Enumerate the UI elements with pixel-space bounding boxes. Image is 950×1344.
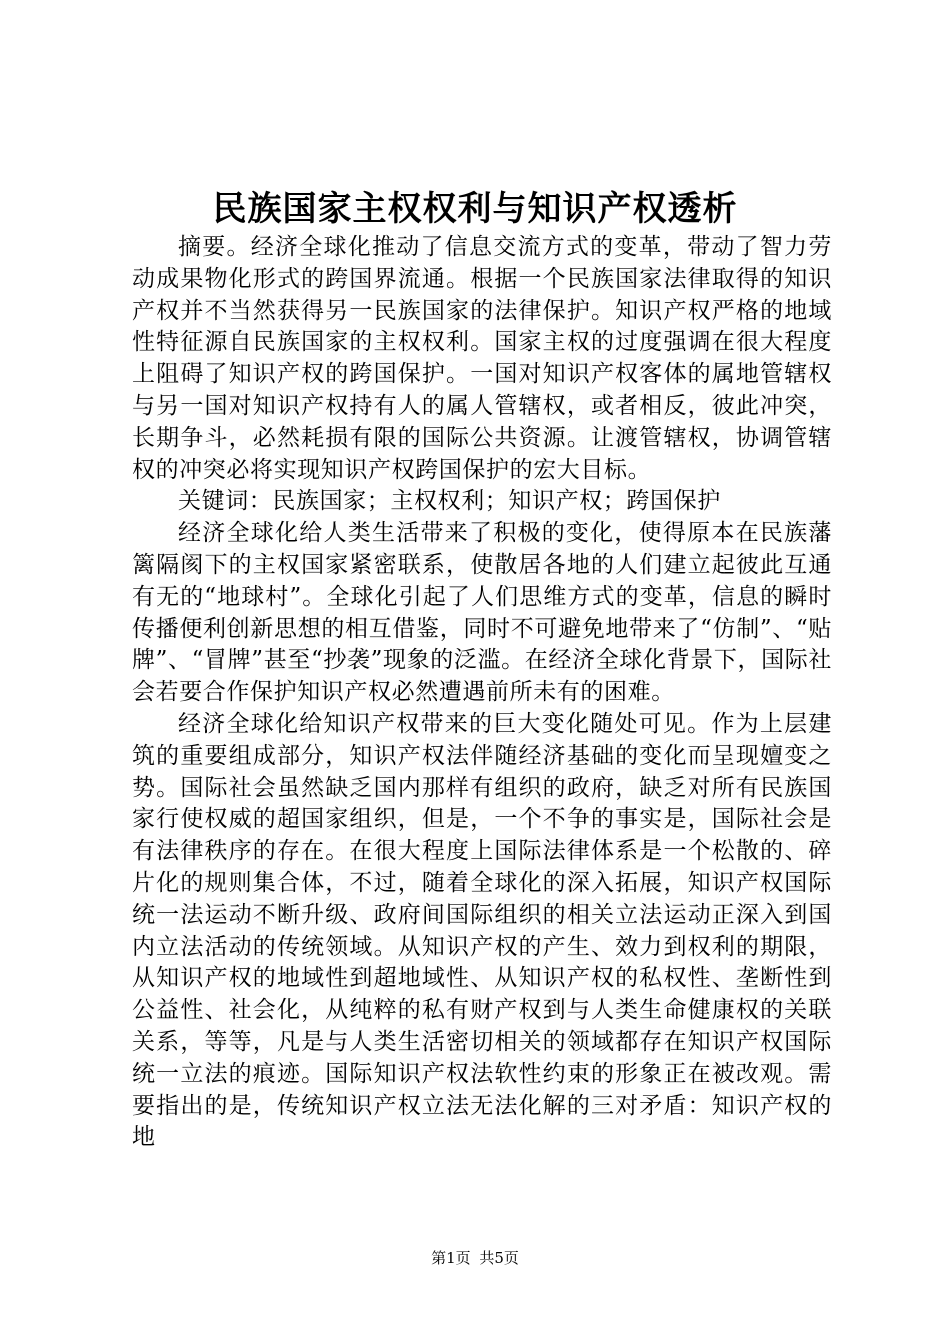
body-paragraph: 经济全球化给人类生活带来了积极的变化，使得原本在民族藩篱隔阂下的主权国家紧密联系，使散居各地的人们建立起彼此互通有无的“地球村”。全球化引起了人们思维方式的变革，信息的瞬时传播便利创新思想的相互借鉴，同时不可避免地带来了“仿制”、“贴牌”、“冒牌”甚至“抄袭”现象的泛滥。在经济全球化背景下，国际社会若要合作保护知识产权必然遭遇前所未有的困难。 — [132, 520, 832, 706]
page-footer — [0, 1248, 950, 1268]
abstract-paragraph: 摘要。经济全球化推动了信息交流方式的变革，带动了智力劳动成果物化形式的跨国界流通。根据一个民族国家法律取得的知识产权并不当然获得另一民族国家的法律保护。知识产权严格的地域性特征源自民族国家的主权权利。国家主权的过度强调在很大程度上阻碍了知识产权的跨国保护。一国对知识产权客体的属地管辖权与另一国对知识产权持有人的属人管辖权，或者相反，彼此冲突，长期争斗，必然耗损有限的国际公共资源。让渡管辖权，协调管辖权的冲突必将实现知识产权跨国保护的宏大目标。 — [132, 234, 832, 483]
body-paragraph: 经济全球化给知识产权带来的巨大变化随处可见。作为上层建筑的重要组成部分，知识产权法伴随经济基础的变化而呈现嬗变之势。国际社会虽然缺乏国内那样有组织的政府，缺乏对所有民族国家行使权威的超国家组织，但是，一个不争的事实是，国际社会是有法律秩序的存在。在很大程度上国际法律体系是一个松散的、碎片化的规则集合体，不过，随着全球化的深入拓展，知识产权国际统一法运动不断升级、政府间国际组织的相关立法运动正深入到国内立法活动的传统领域。从知识产权的产生、效力到权利的期限，从知识产权的地域性到超地域性、从知识产权的私权性、垄断性到公益性、社会化，从纯粹的私有财产权到与人类生命健康权的关联关系，等等，凡是与人类生活密切相关的领域都存在知识产权国际统一立法的痕迹。国际知识产权法软性约束的形象正在被改观。需要指出的是，传统知识产权立法无法化解的三对矛盾：知识产权的地 — [132, 710, 832, 1151]
page-total: 共5页 — [479, 1249, 519, 1267]
keywords-paragraph: 关键词：民族国家；主权权利；知识产权；跨国保护 — [178, 488, 721, 515]
document-title: 民族国家主权权利与知识产权透析 — [212, 189, 738, 229]
document-body — [132, 232, 832, 1154]
page-number: 第1页 — [431, 1249, 471, 1267]
